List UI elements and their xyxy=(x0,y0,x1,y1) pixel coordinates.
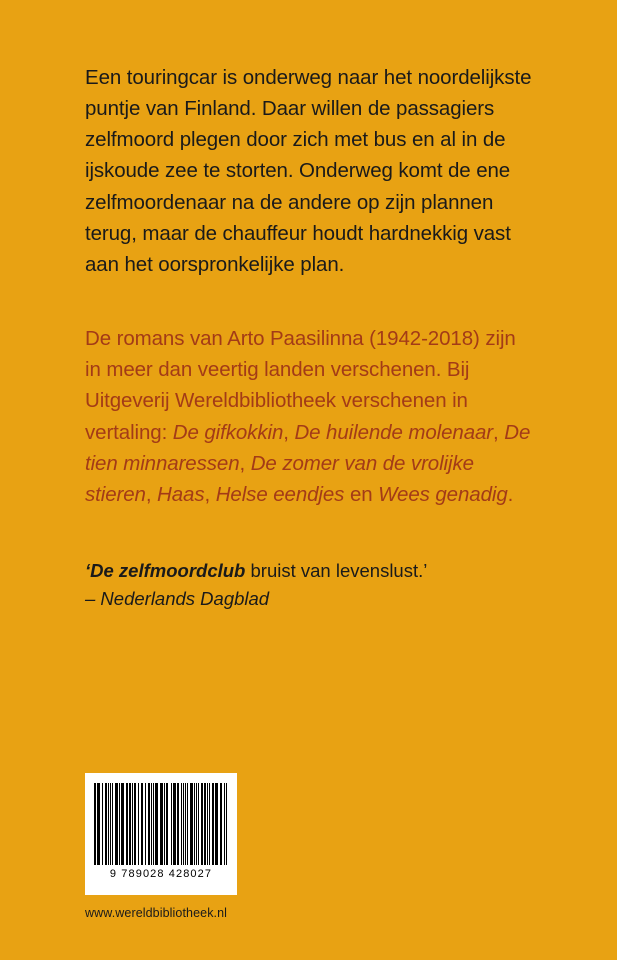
book-title: Helse eendjes xyxy=(215,482,345,506)
review-quote-title: ‘De zelfmoordclub xyxy=(85,560,246,582)
blurb-paragraph: Een touringcar is onderweg naar het noordelijkste puntje van Finland. Daar willen de passagiers zelfmoord plegen door zich met bus en al in de ijskoude zee te storten. Onderweg komt de ene zelfmoordenaar na de andere op zijn plannen terug, maar de chauffeur houdt hardnekkig vast aan het oorspronkelijke plan. xyxy=(85,66,532,276)
author-note-intro: De romans van Arto Paasilinna (1942-2018) zijn in meer dan veertig landen verschenen. Bij Uitgeverij Wereldbibliotheek verschenen in vertaling: xyxy=(85,327,516,444)
title-separator: , xyxy=(283,420,295,444)
barcode-area xyxy=(85,773,237,895)
book-title: De huilende molenaar xyxy=(294,420,494,444)
book-title: De zomer van de vrolijke stieren xyxy=(85,451,474,506)
author-note-paragraph xyxy=(85,280,533,510)
publisher-website: www.wereldbibliotheek.nl xyxy=(85,906,228,920)
book-title: Haas xyxy=(157,482,205,506)
review-quote-rest: bruist van levenslust.’ xyxy=(245,560,428,582)
review-quote-line xyxy=(85,557,533,585)
book-title: De gifkokkin xyxy=(172,420,284,444)
cover-text-block xyxy=(85,62,533,613)
author-note-end: . xyxy=(507,482,514,506)
title-separator: , xyxy=(239,451,251,475)
book-title: Wees genadig xyxy=(378,482,508,506)
barcode-bars xyxy=(94,783,228,865)
title-separator: , xyxy=(493,420,505,444)
barcode-bar xyxy=(227,783,228,865)
barcode-digits: 9 789028 428027 xyxy=(109,868,213,880)
title-separator: , xyxy=(145,482,158,506)
title-separator: en xyxy=(344,482,379,506)
book-title: De tien minnaressen xyxy=(85,420,531,475)
review-quote-source: – Nederlands Dagblad xyxy=(85,587,270,609)
title-separator: , xyxy=(204,482,216,506)
barcode xyxy=(85,773,237,895)
review-quote-block xyxy=(85,510,533,613)
